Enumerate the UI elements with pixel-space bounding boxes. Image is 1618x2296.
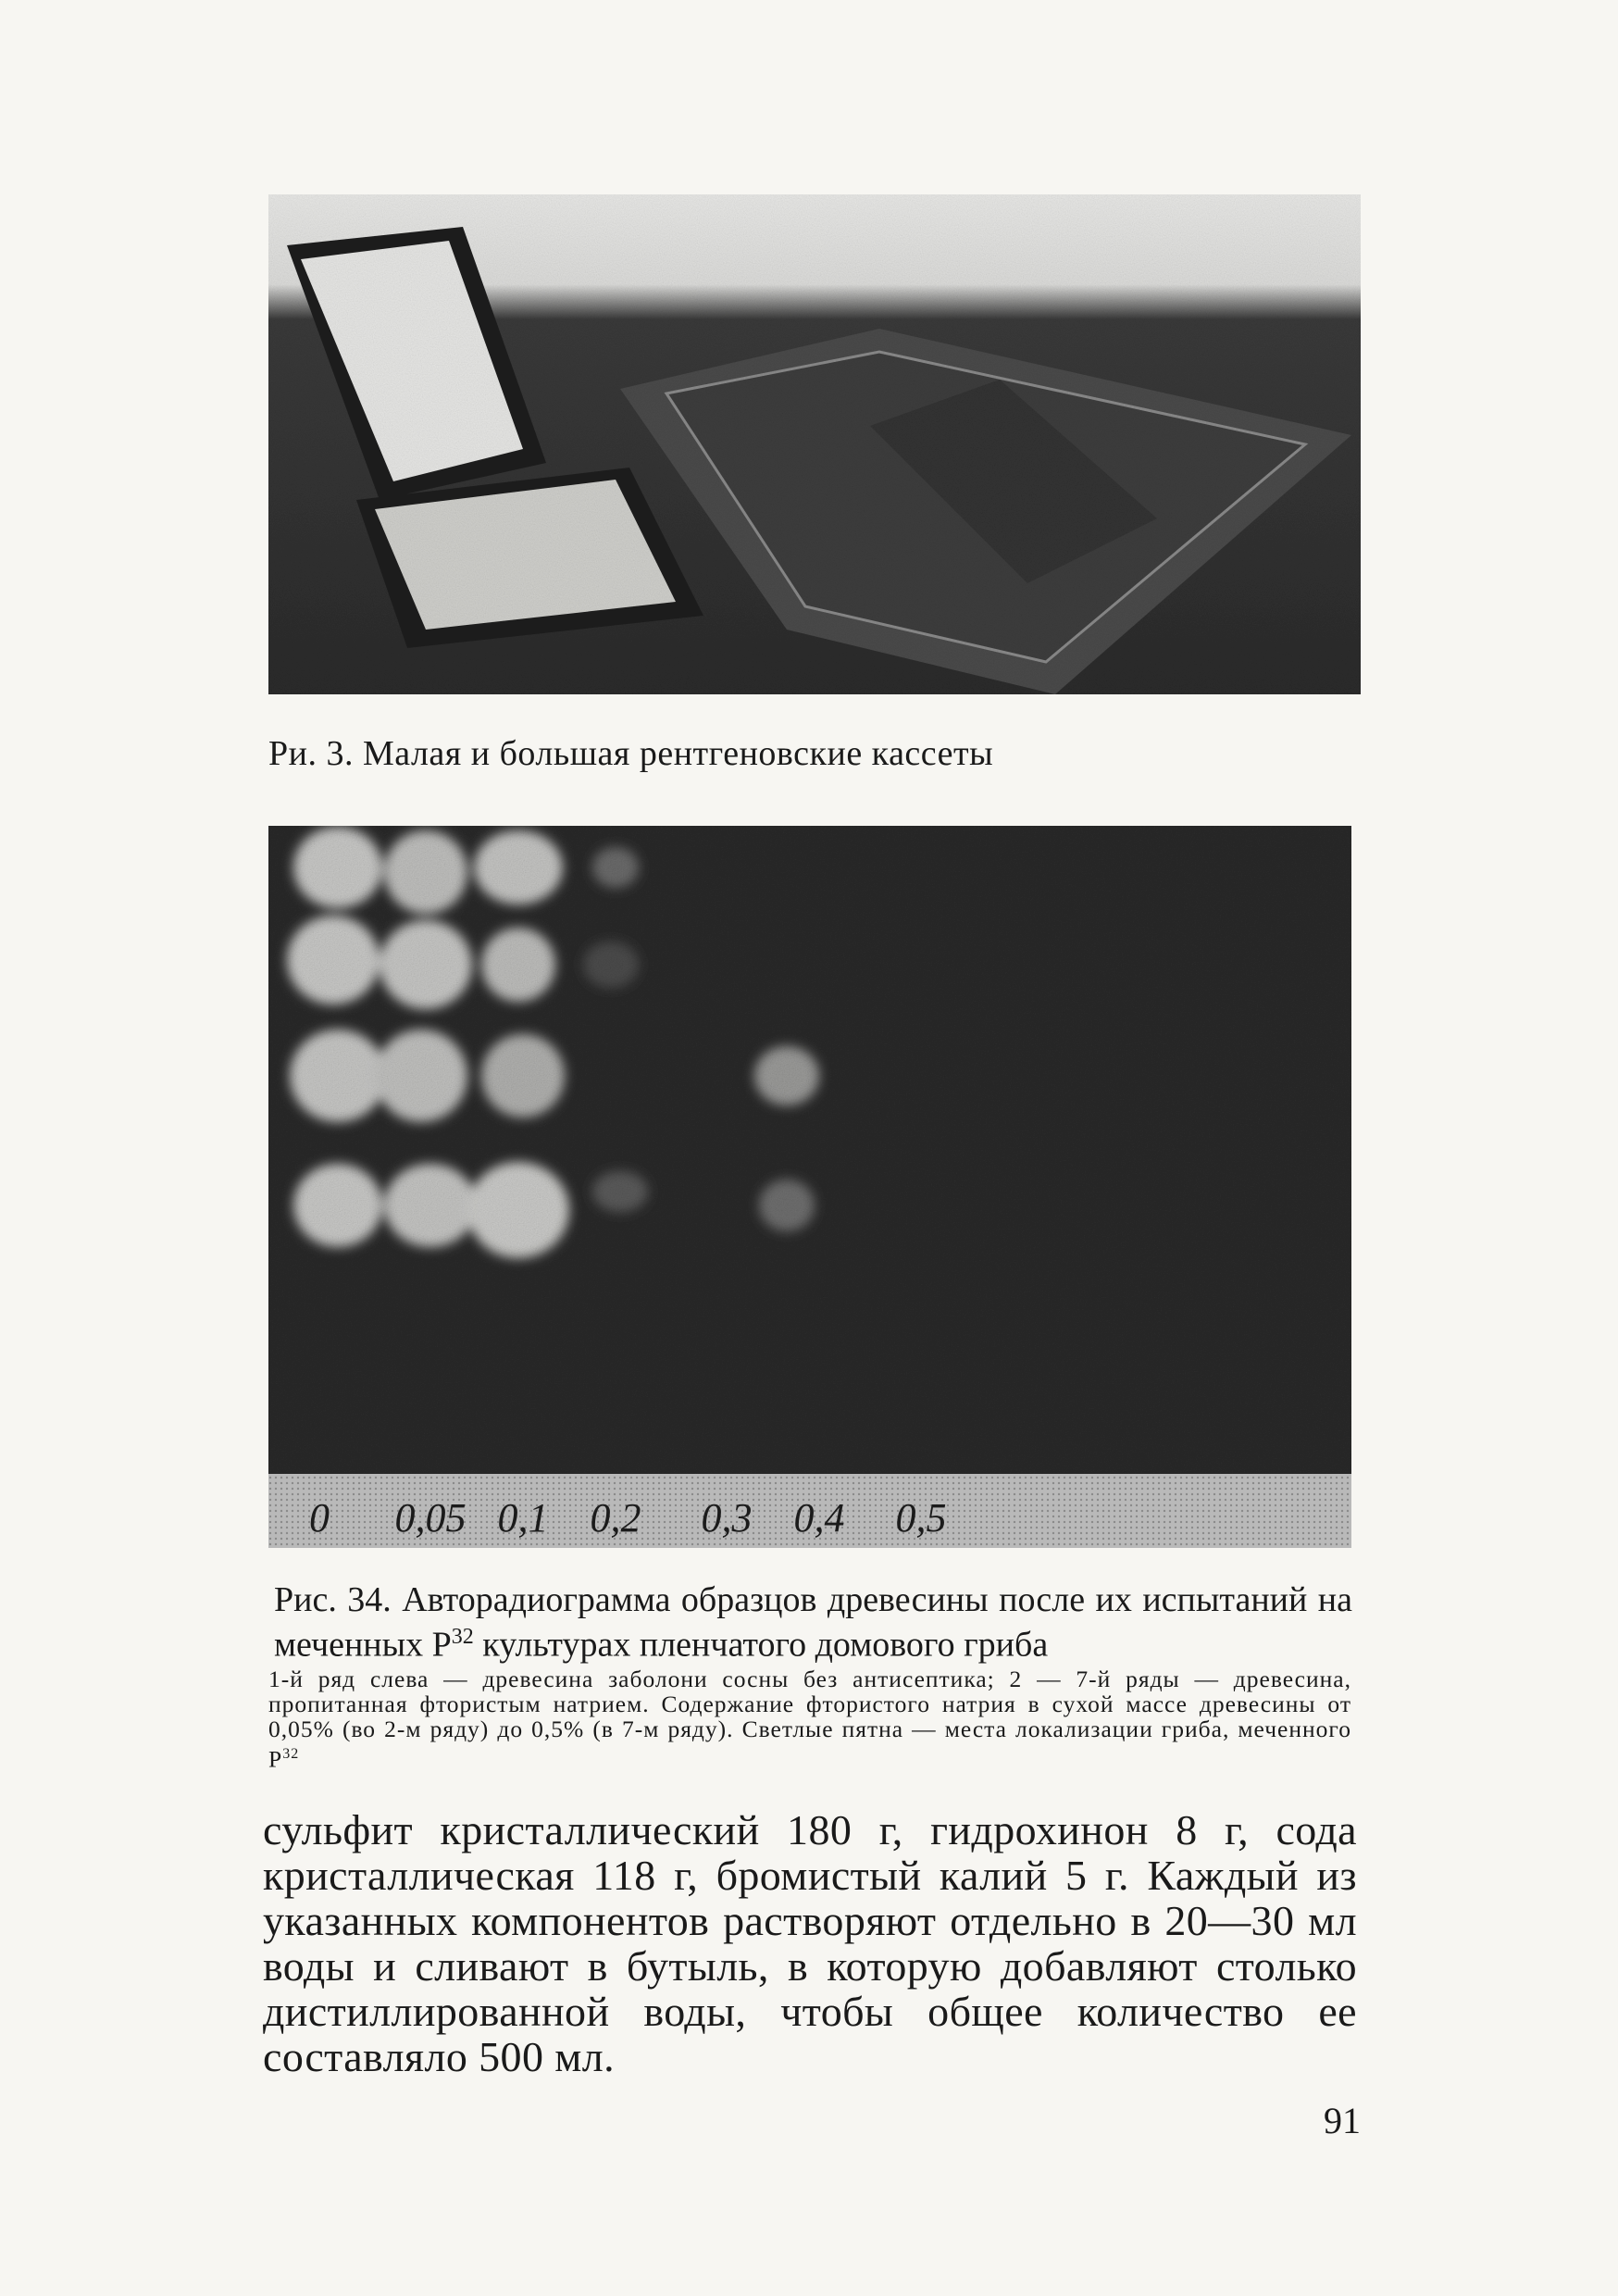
scale-label: 0,2 — [590, 1495, 641, 1541]
isotope-superscript: 32 — [451, 1625, 474, 1649]
fungus-spot — [583, 942, 639, 988]
concentration-scale — [268, 1492, 1351, 1548]
fungus-spot — [481, 928, 555, 1002]
body-paragraph: сульфит кристаллический 180 г, гидрохинон 8 г, сода кристаллическая 118 г, бромистый калий 5 г. Каждый из указанных компонентов растворяют отдельно в 20—30 мл воды и сливают в бутыль, в которую добавляют столько дистиллированной воды, чтобы общее количество ее составляло 500 мл. — [263, 1806, 1357, 2080]
scale-label: 0,1 — [497, 1495, 549, 1541]
fungus-spot — [375, 1029, 467, 1122]
fungus-spot — [293, 1164, 382, 1247]
figure-34-caption-main: Авторадиограмма образцов древесины после их испытаний на меченных P — [274, 1580, 1352, 1665]
legend-text: 1-й ряд слева — древесина заболони сосны без антисептика; 2 — 7-й ряды — древесина, пропитанная фтористым натрием. Содержание фтористого натрия в сухой массе древесины от 0,05% (во 2-м ряду) до 0,5% (в 7-м ряду). Светлые пятна — места локализации гриба, меченного P — [268, 1666, 1351, 1773]
figure-34-caption-title — [274, 1581, 1352, 1664]
fungus-spot — [481, 1034, 565, 1117]
fungus-spot — [293, 827, 382, 908]
scale-label: 0,05 — [394, 1495, 467, 1541]
scale-label: 0,3 — [701, 1495, 753, 1541]
figure-33-caption: Ри. 3. Малая и большая рентгеновские кассеты — [268, 734, 994, 773]
fungus-spot — [384, 830, 467, 914]
legend-superscript: 32 — [282, 1746, 300, 1762]
scale-label: 0,4 — [793, 1495, 845, 1541]
fungus-spot — [467, 1162, 569, 1258]
fungus-spot — [290, 1029, 386, 1122]
fungus-spot — [380, 920, 472, 1009]
figure-34-caption-suffix: культурах пленчатого домового гриба — [473, 1625, 1049, 1665]
autoradiogram-figure — [268, 826, 1351, 1548]
fungus-spot — [287, 916, 380, 1004]
fungus-spot — [474, 830, 563, 905]
fungus-spot — [759, 1179, 815, 1231]
fungus-spot — [592, 847, 639, 888]
cassettes-photo — [268, 194, 1361, 694]
fungus-spot — [384, 1164, 477, 1247]
page-number: 91 — [1324, 2100, 1361, 2141]
figure-34-label: Рис. 34. — [274, 1580, 403, 1619]
scale-label: 0,5 — [895, 1495, 947, 1541]
scale-label: 0 — [309, 1495, 330, 1541]
fungus-spot — [754, 1046, 819, 1105]
fungus-spot — [592, 1171, 648, 1212]
figure-34-legend — [268, 1666, 1351, 1772]
